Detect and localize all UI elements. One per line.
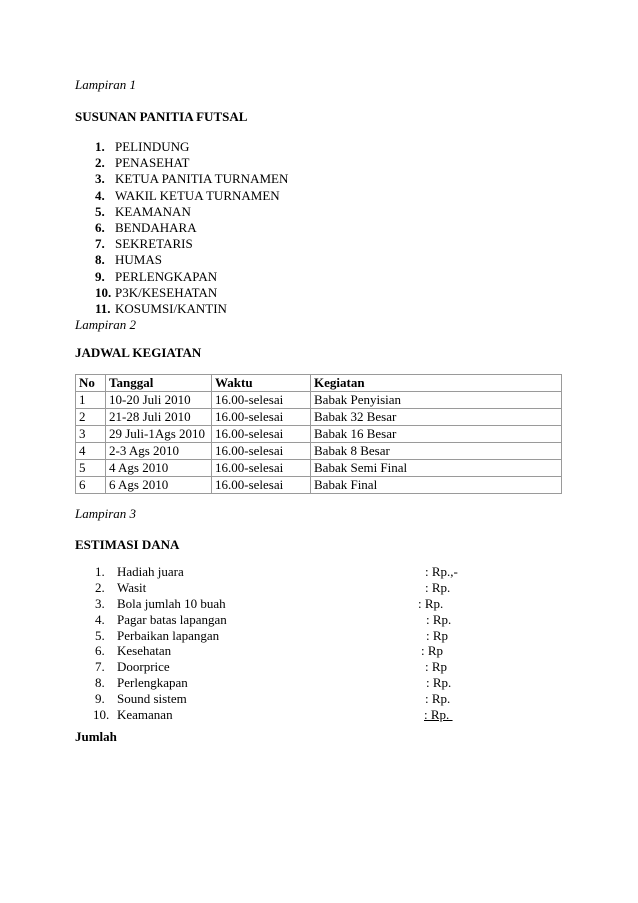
cell-tanggal: 10-20 Juli 2010 xyxy=(106,392,212,409)
list-item: 5. KEAMANAN xyxy=(95,203,191,219)
table-header-row xyxy=(76,375,562,392)
table-row xyxy=(76,409,562,426)
list-item: 2. Wasit : Rp. xyxy=(95,579,451,595)
amount: : Rp xyxy=(426,627,449,643)
cell-kegiatan: Babak 32 Besar xyxy=(311,409,562,426)
lampiran-2-label: Lampiran 2 xyxy=(75,317,137,332)
cell-waktu: 16.00-selesai xyxy=(212,426,311,443)
col-header-kegiatan: Kegiatan xyxy=(311,375,562,392)
table-row xyxy=(76,426,562,443)
schedule-title: JADWAL KEGIATAN xyxy=(75,345,202,360)
list-item: 1. PELINDUNG xyxy=(95,139,190,154)
col-header-waktu: Waktu xyxy=(212,375,311,392)
list-item: 1. Hadiah juara : Rp.,- xyxy=(95,564,458,579)
list-item: 9. Sound sistem : Rp. xyxy=(95,691,451,707)
cell-waktu: 16.00-selesai xyxy=(212,392,311,409)
list-item: 5. Perbaikan lapangan : Rp xyxy=(95,627,449,643)
cell-kegiatan: Babak Penyisian xyxy=(311,392,562,409)
cell-no: 3 xyxy=(76,426,106,443)
list-item: 2. PENASEHAT xyxy=(95,155,190,171)
cell-no: 6 xyxy=(76,477,106,494)
lampiran-3-label: Lampiran 3 xyxy=(75,506,137,521)
list-item: 6. BENDAHARA xyxy=(95,219,197,235)
cell-waktu: 16.00-selesai xyxy=(212,443,311,460)
list-item: 10. Keamanan : Rp. xyxy=(93,707,453,723)
cell-no: 5 xyxy=(76,460,106,477)
table-row xyxy=(76,392,562,409)
list-item: 9. PERLENGKAPAN xyxy=(95,268,218,284)
cell-no: 2 xyxy=(76,409,106,426)
amount: : Rp. xyxy=(426,611,452,627)
cell-tanggal: 2-3 Ags 2010 xyxy=(106,443,212,460)
amount: : Rp xyxy=(425,659,448,675)
total-label: Jumlah xyxy=(75,729,117,744)
amount: : Rp. xyxy=(418,595,444,611)
committee-list xyxy=(95,139,288,317)
amount: : Rp. xyxy=(425,691,451,707)
cell-no: 4 xyxy=(76,443,106,460)
table-row xyxy=(76,443,562,460)
cell-kegiatan: Babak 8 Besar xyxy=(311,443,562,460)
col-header-tanggal: Tanggal xyxy=(106,375,212,392)
amount: : Rp. xyxy=(425,579,451,595)
committee-title: SUSUNAN PANITIA FUTSAL xyxy=(75,109,248,124)
estimate-list xyxy=(95,564,495,723)
amount: : Rp. xyxy=(424,707,453,723)
cell-waktu: 16.00-selesai xyxy=(212,409,311,426)
cell-kegiatan: Babak Semi Final xyxy=(311,460,562,477)
cell-tanggal: 21-28 Juli 2010 xyxy=(106,409,212,426)
table-row xyxy=(76,460,562,477)
amount: : Rp.,- xyxy=(425,564,458,579)
list-item: 7. SEKRETARIS xyxy=(95,236,193,252)
list-item: 3. KETUA PANITIA TURNAMEN xyxy=(95,171,289,187)
cell-no: 1 xyxy=(76,392,106,409)
cell-tanggal: 6 Ags 2010 xyxy=(106,477,212,494)
list-item: 8. Perlengkapan : Rp. xyxy=(95,675,452,691)
amount: : Rp. xyxy=(426,675,452,691)
amount: : Rp xyxy=(421,643,444,659)
list-item: 6. Kesehatan : Rp xyxy=(95,643,444,659)
cell-waktu: 16.00-selesai xyxy=(212,477,311,494)
list-item: 4. WAKIL KETUA TURNAMEN xyxy=(95,187,280,203)
list-item: 7. Doorprice : Rp xyxy=(95,659,448,675)
lampiran-1-label: Lampiran 1 xyxy=(75,77,137,92)
cell-tanggal: 29 Juli-1Ags 2010 xyxy=(106,426,212,443)
estimate-title: ESTIMASI DANA xyxy=(75,537,180,552)
col-header-no: No xyxy=(76,375,106,392)
list-item: 11. KOSUMSI/KANTIN xyxy=(95,300,227,316)
schedule-table xyxy=(75,374,562,494)
cell-kegiatan: Babak Final xyxy=(311,477,562,494)
table-row xyxy=(76,477,562,494)
cell-kegiatan: Babak 16 Besar xyxy=(311,426,562,443)
list-item: 8. HUMAS xyxy=(95,252,162,268)
list-item: 3. Bola jumlah 10 buah : Rp. xyxy=(95,595,444,611)
cell-waktu: 16.00-selesai xyxy=(212,460,311,477)
list-item: 4. Pagar batas lapangan : Rp. xyxy=(95,611,452,627)
cell-tanggal: 4 Ags 2010 xyxy=(106,460,212,477)
list-item: 10. P3K/KESEHATAN xyxy=(95,284,218,300)
